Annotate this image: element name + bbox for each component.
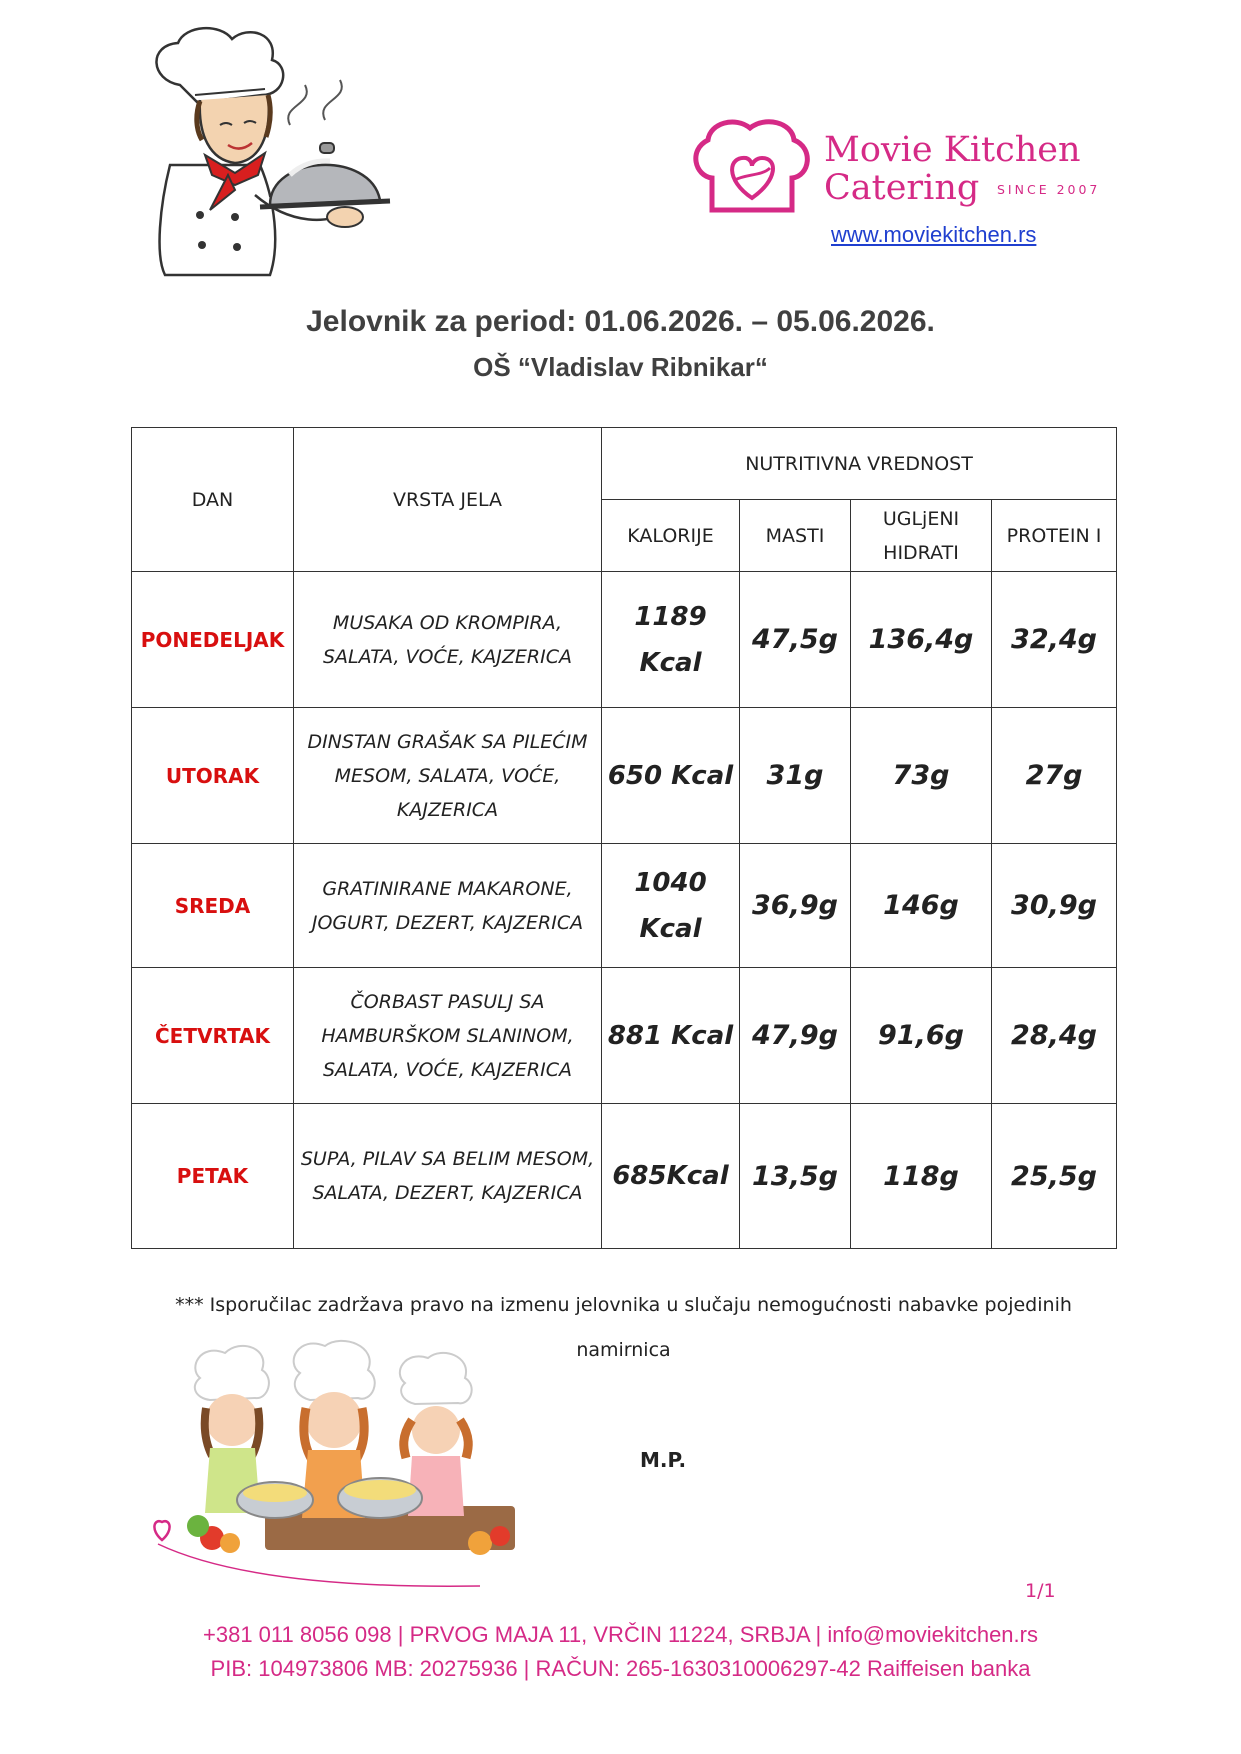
table-row xyxy=(132,968,1117,1104)
calories-cell: 881 Kcal xyxy=(602,968,740,1104)
fats-cell: 13,5g xyxy=(740,1104,851,1249)
day-cell: PONEDELJAK xyxy=(132,572,294,708)
day-cell: ČETVRTAK xyxy=(132,968,294,1104)
page-number: 1/1 xyxy=(1025,1580,1056,1602)
footer-bank-info: PIB: 104973806 MB: 20275936 | RAČUN: 265-1630310006297-42 Raiffeisen banka xyxy=(210,1656,1031,1681)
dish-cell: MUSAKA OD KROMPIRA, SALATA, VOĆE, KAJZERICA xyxy=(294,572,602,708)
dish-cell: ČORBAST PASULJ SA HAMBURŠKOM SLANINOM, SALATA, VOĆE, KAJZERICA xyxy=(294,968,602,1104)
header-nutrition: NUTRITIVNA VREDNOST xyxy=(602,428,1117,500)
header-dish: VRSTA JELA xyxy=(294,428,602,572)
chef-illustration xyxy=(140,25,400,280)
calories-cell: 1189 Kcal xyxy=(602,572,740,708)
fats-cell: 47,9g xyxy=(740,968,851,1104)
table-row xyxy=(132,572,1117,708)
header-day: DAN xyxy=(132,428,294,572)
carbs-cell: 136,4g xyxy=(851,572,992,708)
menu-table xyxy=(131,427,1117,1249)
protein-cell: 27g xyxy=(992,708,1117,844)
carbs-cell: 73g xyxy=(851,708,992,844)
chef-hat-heart-logo xyxy=(690,118,815,222)
carbs-cell: 146g xyxy=(851,844,992,968)
fats-cell: 31g xyxy=(740,708,851,844)
page-title: Jelovnik za period: 01.06.2026. – 05.06.2026. xyxy=(306,305,935,338)
day-cell: SREDA xyxy=(132,844,294,968)
day-cell: UTORAK xyxy=(132,708,294,844)
calories-cell: 650 Kcal xyxy=(602,708,740,844)
table-row xyxy=(132,1104,1117,1249)
day-cell: PETAK xyxy=(132,1104,294,1249)
header-calories: KALORIJE xyxy=(602,500,740,572)
carbs-cell: 118g xyxy=(851,1104,992,1249)
calories-cell: 1040 Kcal xyxy=(602,844,740,968)
brand-name: Movie Kitchen xyxy=(824,130,1081,170)
brand-logo xyxy=(690,118,1110,223)
header-carbs: UGLjENI HIDRATI xyxy=(851,500,992,572)
carbs-cell: 91,6g xyxy=(851,968,992,1104)
brand-subname: Catering xyxy=(824,168,980,208)
kids-cooking-illustration xyxy=(150,1338,540,1600)
fats-cell: 36,9g xyxy=(740,844,851,968)
brand-since: SINCE 2007 xyxy=(997,182,1101,197)
protein-cell: 30,9g xyxy=(992,844,1117,968)
dish-cell: SUPA, PILAV SA BELIM MESOM, SALATA, DEZERT, KAJZERICA xyxy=(294,1104,602,1249)
footer-contact: +381 011 8056 098 | PRVOG MAJA 11, VRČIN 11224, SRBJA | info@moviekitchen.rs xyxy=(203,1622,1038,1647)
header-fats: MASTI xyxy=(740,500,851,572)
protein-cell: 25,5g xyxy=(992,1104,1117,1249)
fats-cell: 47,5g xyxy=(740,572,851,708)
website-link[interactable]: www.moviekitchen.rs xyxy=(831,222,1037,247)
school-name: OŠ “Vladislav Ribnikar“ xyxy=(473,352,768,382)
dish-cell: GRATINIRANE MAKARONE, JOGURT, DEZERT, KAJZERICA xyxy=(294,844,602,968)
dish-cell: DINSTAN GRAŠAK SA PILEĆIM MESOM, SALATA, VOĆE, KAJZERICA xyxy=(294,708,602,844)
stamp-label: M.P. xyxy=(640,1448,687,1472)
header-protein: PROTEIN I xyxy=(992,500,1117,572)
table-row xyxy=(132,708,1117,844)
calories-cell: 685Kcal xyxy=(602,1104,740,1249)
protein-cell: 32,4g xyxy=(992,572,1117,708)
disclaimer-note: *** Isporučilac zadržava pravo na izmenu jelovnika u slučaju nemogućnosti nabavke pojedinih namirnica xyxy=(175,1294,1072,1361)
table-row xyxy=(132,844,1117,968)
protein-cell: 28,4g xyxy=(992,968,1117,1104)
